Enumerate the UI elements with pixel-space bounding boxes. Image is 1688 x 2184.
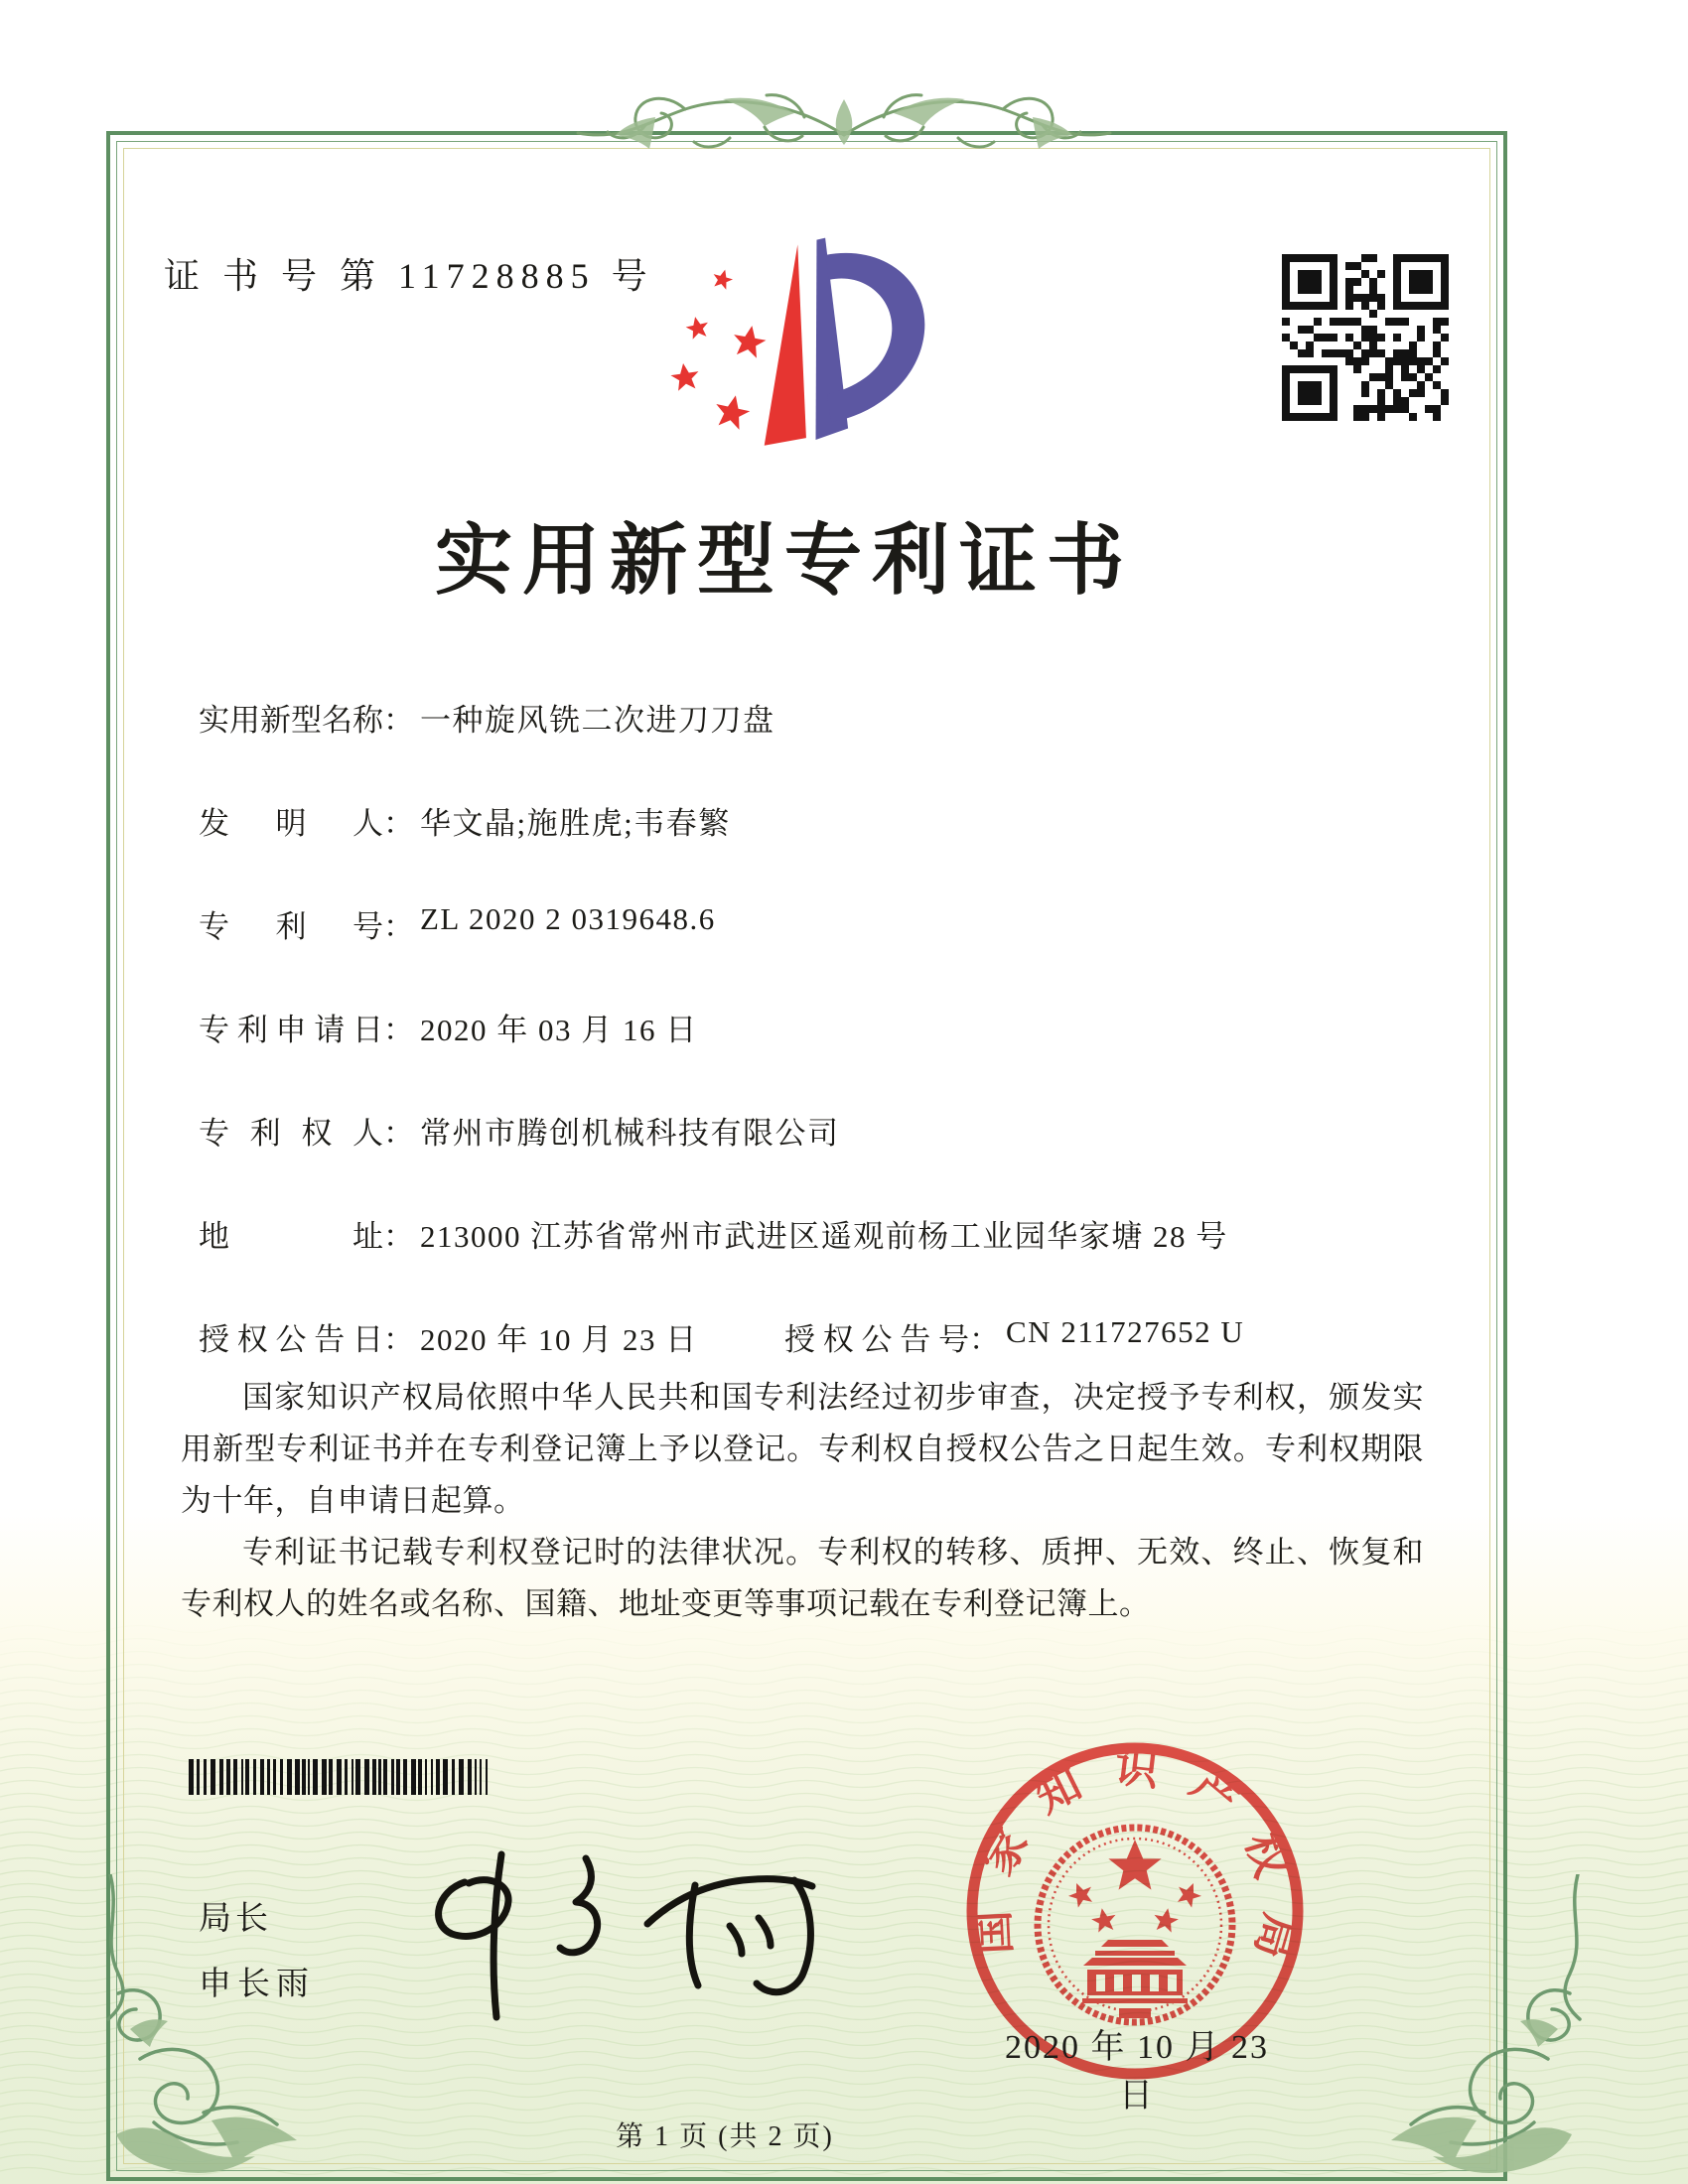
field-row-filing-date bbox=[199, 1005, 698, 1048]
field-label: 专利申请日 bbox=[199, 1013, 383, 1047]
legal-body-text bbox=[181, 1372, 1424, 1630]
field-label: 实用新型名称 bbox=[199, 703, 383, 738]
field-value: 一种旋风铣二次进刀刀盘 bbox=[420, 703, 775, 738]
field-colon: ： bbox=[383, 806, 414, 841]
field-label: 授权公告日 bbox=[199, 1322, 383, 1357]
field-value: 常州市腾创机械科技有限公司 bbox=[420, 1116, 840, 1151]
field-colon: ： bbox=[383, 703, 414, 738]
body-paragraph-1: 国家知识产权局依照中华人民共和国专利法经过初步审查，决定授予专利权，颁发实用新型专利证书并在专利登记簿上予以登记。专利权自授权公告之日起生效。专利权期限为十年，自申请日起算。 bbox=[181, 1380, 1424, 1518]
page-footer: 第 1 页 (共 2 页) bbox=[616, 2121, 834, 2152]
field-colon: ： bbox=[383, 1322, 414, 1357]
certificate-number: 证 书 号 第 11728885 号 bbox=[164, 256, 654, 296]
field-colon: ： bbox=[383, 1219, 414, 1254]
top-flourish-ornament-icon bbox=[566, 83, 1122, 183]
field-value: CN 211727652 U bbox=[1006, 1314, 1245, 1349]
field-label: 发明人 bbox=[199, 806, 383, 841]
field-value: 华文晶;施胜虎;韦春繁 bbox=[420, 806, 731, 841]
qr-code bbox=[1282, 254, 1449, 421]
field-value: 2020 年 10 月 23 日 bbox=[420, 1322, 698, 1357]
field-label: 专利号 bbox=[199, 909, 383, 944]
field-row-grant bbox=[199, 1314, 1440, 1358]
field-label: 授权公告号 bbox=[784, 1322, 969, 1357]
field-colon: ： bbox=[383, 1013, 414, 1047]
field-row-utility-model-name bbox=[199, 695, 775, 739]
national-emblem-icon bbox=[1038, 1828, 1232, 2022]
commissioner-title: 局长 bbox=[199, 1901, 272, 1937]
field-colon: ： bbox=[969, 1322, 1000, 1357]
field-colon: ： bbox=[383, 1116, 414, 1151]
field-label: 专利权人 bbox=[199, 1116, 383, 1151]
field-value: 2020 年 03 月 16 日 bbox=[420, 1013, 698, 1047]
cnipa-patent-logo-icon bbox=[655, 230, 953, 464]
field-value: ZL 2020 2 0319648.6 bbox=[420, 901, 716, 936]
field-colon: ： bbox=[383, 909, 414, 944]
seal-text: 国家知识产权局 bbox=[967, 1741, 1305, 1993]
bottom-right-flourish-icon bbox=[1334, 1874, 1594, 2182]
field-pair-grant-number bbox=[784, 1314, 1244, 1359]
field-row-patentee bbox=[199, 1108, 840, 1152]
field-value: 213000 江苏省常州市武进区遥观前杨工业园华家塘 28 号 bbox=[420, 1219, 1228, 1254]
barcode bbox=[189, 1759, 494, 1797]
field-label: 地址 bbox=[199, 1219, 383, 1254]
commissioner-name: 申长雨 bbox=[199, 1967, 315, 2002]
certificate-title: 实用新型专利证书 bbox=[434, 517, 1134, 604]
field-row-inventors bbox=[199, 798, 731, 842]
seal-issue-date: 2020 年 10 月 23 日 bbox=[1005, 2029, 1269, 2115]
field-row-address bbox=[199, 1211, 1228, 1255]
commissioner-signature-icon bbox=[395, 1833, 842, 2031]
body-paragraph-2: 专利证书记载专利权登记时的法律状况。专利权的转移、质押、无效、终止、恢复和专利权人的姓名或名称、国籍、地址变更等事项记载在专利登记簿上。 bbox=[181, 1535, 1424, 1621]
field-row-patent-number bbox=[199, 901, 716, 945]
